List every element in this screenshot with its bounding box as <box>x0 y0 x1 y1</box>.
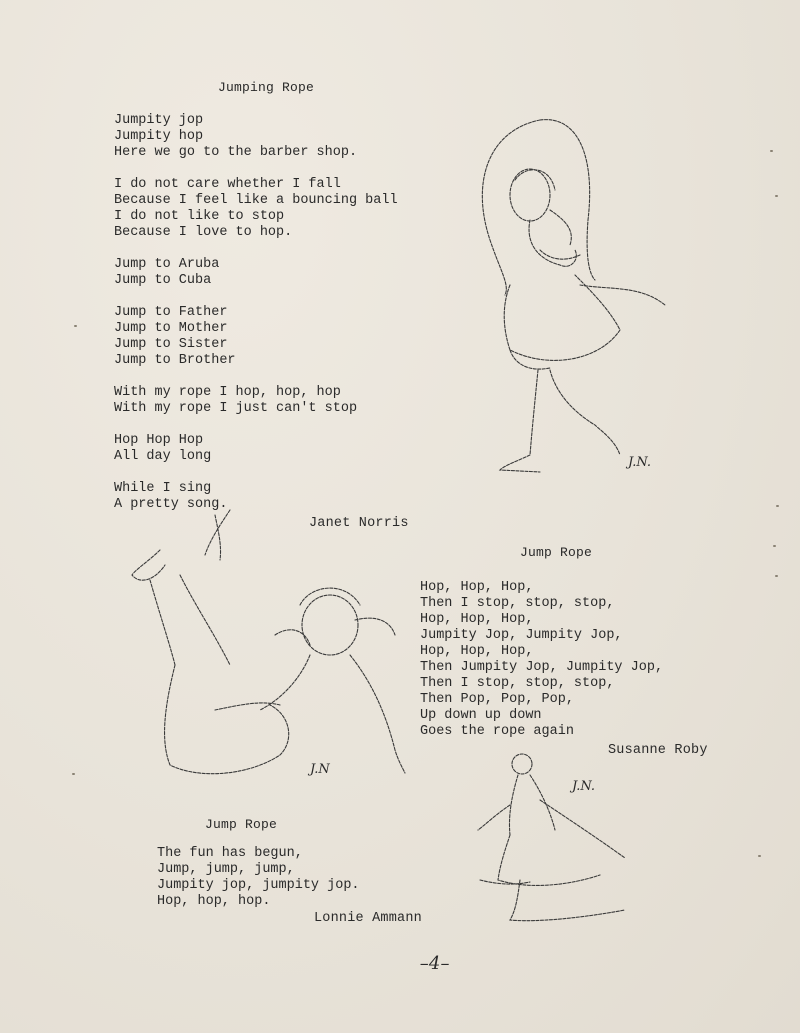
paper-speck <box>758 855 761 857</box>
poem-line: Jumpity Jop, Jumpity Jop, <box>420 628 623 643</box>
paper-speck <box>74 325 77 327</box>
page-number-wrapper <box>396 932 450 995</box>
poem-line: Then I stop, stop, stop, <box>420 676 615 691</box>
poem-line: Hop, Hop, Hop, <box>420 580 534 595</box>
poem-line: Hop, Hop, Hop, <box>420 644 534 659</box>
girl-jumping-rope-sketch <box>470 110 680 480</box>
poem-line: Goes the rope again <box>420 724 574 739</box>
poem-line <box>114 369 398 385</box>
poem-line <box>114 465 398 481</box>
poem-line: I do not like to stop <box>114 209 285 224</box>
poem3-author: Lonnie Ammann <box>314 911 422 926</box>
paper-speck <box>775 195 778 197</box>
poem-line <box>114 161 398 177</box>
poem-line: Because I feel like a bouncing ball <box>114 193 398 208</box>
poem-line: Hop, hop, hop. <box>157 894 271 909</box>
poem-line: All day long <box>114 449 212 464</box>
poem2-title: Jump Rope <box>520 545 593 560</box>
page-number: 4 <box>428 953 441 974</box>
poem-line <box>114 417 398 433</box>
poem3-title: Jump Rope <box>205 817 278 832</box>
poem2-author: Susanne Roby <box>608 743 708 758</box>
poem-line: Because I love to hop. <box>114 225 293 240</box>
girl-falling-sketch <box>120 505 420 790</box>
poem-line: Here we go to the barber shop. <box>114 145 358 160</box>
sketch1-initials: J.N. <box>628 455 652 470</box>
poem-line: Jumpity jop <box>114 113 204 128</box>
poem1-author: Janet Norris <box>309 516 409 531</box>
poem-line: Jump to Brother <box>114 353 236 368</box>
poem-line: Jumpity hop <box>114 129 204 144</box>
poem-line: Jump to Sister <box>114 337 228 352</box>
poem-line: Jump to Cuba <box>114 273 212 288</box>
poem-line: A pretty song. <box>114 497 228 512</box>
sketch2-initials: J.N <box>310 762 330 777</box>
paper-speck <box>770 150 773 152</box>
poem-line: Then I stop, stop, stop, <box>420 596 615 611</box>
poem-line <box>114 241 398 257</box>
poem-line: With my rope I hop, hop, hop <box>114 385 341 400</box>
dash-right: – <box>440 953 450 974</box>
poem3-body <box>157 846 360 910</box>
paper-speck <box>773 545 776 547</box>
poem-line: Jump, jump, jump, <box>157 862 295 877</box>
poem-line: Jump to Mother <box>114 321 228 336</box>
poem-line: Hop Hop Hop <box>114 433 204 448</box>
poem-line: Hop, Hop, Hop, <box>420 612 534 627</box>
dash-left: – <box>419 953 429 974</box>
poem-line: Then Jumpity Jop, Jumpity Jop, <box>420 660 664 675</box>
poem-line: While I sing <box>114 481 212 496</box>
poem-line <box>114 289 398 305</box>
poem-line: Up down up down <box>420 708 542 723</box>
poem-line: Then Pop, Pop, Pop, <box>420 692 574 707</box>
paper-speck <box>775 575 778 577</box>
poem1-title: Jumping Rope <box>218 80 315 95</box>
poem2-body <box>420 580 663 740</box>
poem-line: Jumpity jop, jumpity jop. <box>157 878 360 893</box>
sketch3-initials: J.N. <box>572 779 596 794</box>
girl-standing-sketch <box>470 750 640 930</box>
poem-line: I do not care whether I fall <box>114 177 341 192</box>
poem-line: Jump to Father <box>114 305 228 320</box>
paper-speck <box>776 505 779 507</box>
poem1-body <box>114 113 398 513</box>
paper-speck <box>72 773 75 775</box>
poem-line: With my rope I just can't stop <box>114 401 358 416</box>
poem-line: Jump to Aruba <box>114 257 220 272</box>
poem-line: The fun has begun, <box>157 846 303 861</box>
